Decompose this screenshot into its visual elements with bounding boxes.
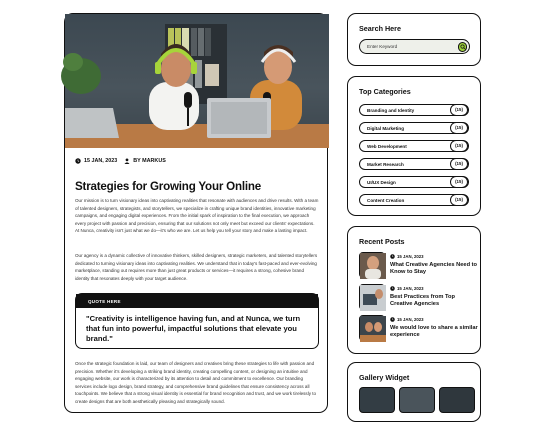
category-item[interactable] [359,194,469,206]
category-label: Content Creation [367,198,405,204]
recent-post-item[interactable] [359,284,475,310]
gallery-image[interactable] [359,387,395,413]
article-paragraph-3: Once the strategic foundation is laid, our team of designers and creatives bring these strategies to life with passion and precision. Whether it's developing a striking brand identity, creating compelling content, or designing an intuitive and engaging website, our work is characterized by its attention to detail and commitment to excellence. Our branding services include logo design, brand strategy, and comprehensive brand guidelines that ensure consistency across all touchpoints. We believe that a strong visual identity is essential for brand recognition and trust, and we work tirelessly to create designs that are both aesthetically pleasing and strategically sound. [75,361,317,404]
recent-posts-title: Recent Posts [359,237,405,246]
quote-text: "Creativity is intelligence having fun, and at Nunca, we turn that fun into powerful, impactful solutions that elevate you brand." [86,314,301,344]
post-date [390,286,424,291]
category-label: UI/UX Design [367,180,396,186]
category-label: Digital Marketing [367,126,405,132]
article-date-text: 15 JAN, 2023 [84,158,118,164]
categories-widget [347,76,481,216]
category-count: (15) [450,104,468,116]
recent-posts-widget [347,226,481,354]
post-title[interactable]: Best Practices from Top Creative Agencies [390,294,456,308]
post-thumbnail[interactable] [359,284,385,310]
category-count: (15) [450,194,468,206]
recent-post-item[interactable] [359,252,478,278]
article-title: Strategies for Growing Your Online [75,180,262,193]
gallery-image[interactable] [399,387,435,413]
post-date [390,317,424,322]
search-widget-title: Search Here [359,24,401,33]
category-item[interactable] [359,176,469,188]
post-date [390,254,424,259]
gallery-image[interactable] [439,387,475,413]
quote-block [75,293,319,349]
category-item[interactable] [359,122,469,134]
category-label: Web Development [367,144,407,150]
category-item[interactable] [359,140,469,152]
category-count: (15) [450,158,468,170]
article-hero-image [65,14,329,148]
clock-icon [390,254,395,259]
post-title[interactable]: What Creative Agencies Need to Know to Stay [390,262,478,276]
category-count: (15) [450,176,468,188]
post-date-text: 15 JAN, 2023 [397,254,424,259]
clock-icon [390,317,395,322]
user-icon [124,158,130,164]
article-paragraph-1: Our mission is to turn visionary ideas into captivating realities that resonate with audiences and drive results. With a team of talented designers, strategists, and storytellers, we specialize in crafting unique brand identities, innovative marketing campaigns, and engaging digital experiences. From the initial spark of inspiration to the final execution, we approach every project with passion and precision, ensuring that our solutions not only meet but exceed our clients' expectations. At Nunca, creativity isn't just what we do—it's who we are. Let us help you tell your story and make a lasting impact. [75,198,319,234]
category-count: (15) [450,122,468,134]
article-card [64,13,328,413]
article-meta [75,158,173,164]
search-placeholder: Enter Keyword [367,44,398,50]
quote-label: QUOTE HERE [76,294,318,308]
category-count: (15) [450,140,468,152]
post-thumbnail[interactable] [359,315,385,341]
clock-icon [390,286,395,291]
search-icon [460,44,466,50]
search-input[interactable] [359,39,470,54]
post-thumbnail[interactable] [359,252,385,278]
clock-icon [75,158,81,164]
category-label: Market Research [367,162,404,168]
category-item[interactable] [359,104,469,116]
post-title[interactable]: We would love to share a similar experience [390,325,478,339]
categories-title: Top Categories [359,87,411,96]
gallery-title: Gallery Widget [359,373,410,382]
search-widget [347,13,481,66]
article-author-text: BY MARKUS [133,158,166,164]
post-date-text: 15 JAN, 2023 [397,286,424,291]
article-author[interactable] [124,158,166,164]
gallery-widget [347,362,481,422]
post-date-text: 15 JAN, 2023 [397,317,424,322]
category-label: Branding and Identity [367,108,415,114]
article-date [75,158,117,164]
recent-post-item[interactable] [359,315,478,341]
article-paragraph-2: Our agency is a dynamic collective of innovative thinkers, skilled designers, strategic marketers, and talented storytellers dedicated to turning visionary ideas into captivating realities. We understand that in today's fast-paced and ever-evolving marketplace, standing out requires more than just great products or services—it requires a strong, cohesive brand identity that resonates deeply with your target audience. [75,253,318,281]
category-item[interactable] [359,158,469,170]
search-button[interactable] [458,42,468,52]
